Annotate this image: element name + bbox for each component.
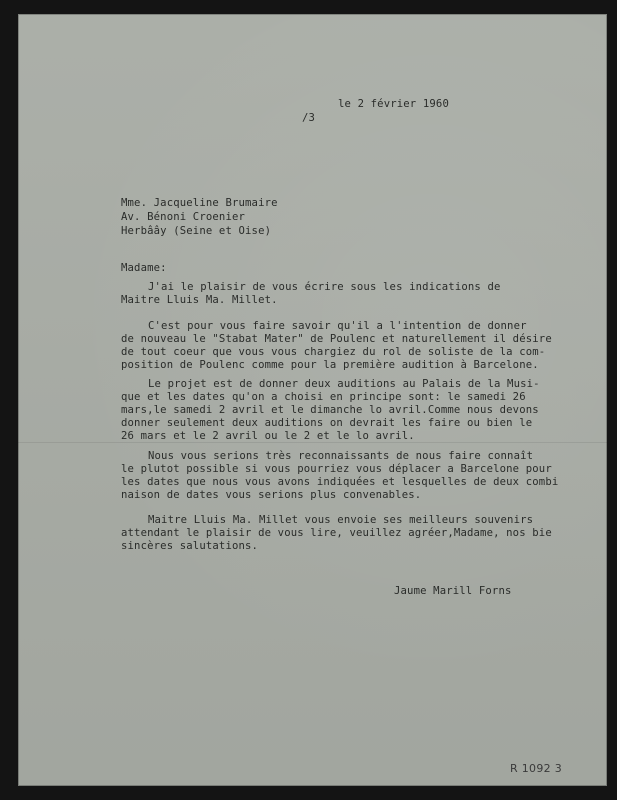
recipient-line: Herbâây (Seine et Oise) [121, 225, 272, 237]
paragraph-2 [121, 320, 552, 372]
paragraph-line: de tout coeur que vous vous chargiez du rol de soliste de la com- [121, 346, 546, 358]
recipient-line: Mme. Jacqueline Brumaire [121, 197, 278, 209]
paragraph-line: Maitre Lluis Ma. Millet. [121, 294, 278, 306]
archive-reference: R 1092 3 [510, 762, 563, 775]
paragraph-3 [121, 378, 540, 443]
paragraph-1 [121, 281, 501, 307]
paragraph-line: naison de dates vous serions plus convenables. [121, 489, 422, 501]
paragraph-5 [121, 514, 552, 553]
paragraph-line: mars,le samedi 2 avril et le dimanche lo avril.Comme nous devons [121, 404, 539, 416]
paragraph-line: Maitre Lluis Ma. Millet vous envoie ses meilleurs souvenirs [148, 514, 534, 526]
salutation: Madame: [121, 262, 167, 274]
paragraph-line: Nous vous serions très reconnaissants de nous faire connaît [148, 450, 534, 462]
paragraph-line: le plutot possible si vous pourriez vous déplacer a Barcelone pour [121, 463, 552, 475]
paragraph-line: position de Poulenc comme pour la première audition à Barcelone. [121, 359, 539, 371]
paragraph-4 [121, 450, 558, 502]
letter-date: le 2 février 1960 [338, 98, 449, 110]
paragraph-line: Le projet est de donner deux auditions au Palais de la Musi- [148, 378, 540, 390]
paragraph-line: donner seulement deux auditions on devrait les faire ou bien le [121, 417, 533, 429]
recipient-block [121, 196, 278, 238]
paragraph-line: J'ai le plaisir de vous écrire sous les indications de [148, 281, 501, 293]
paragraph-line: C'est pour vous faire savoir qu'il a l'intention de donner [148, 320, 527, 332]
paragraph-line: 26 mars et le 2 avril ou le 2 et le lo avril. [121, 430, 415, 442]
paragraph-line: que et les dates qu'on a choisi en principe sont: le samedi 26 [121, 391, 526, 403]
page-mark: /3 [302, 112, 316, 124]
signature: Jaume Marill Forns [394, 585, 512, 597]
recipient-line: Av. Bénoni Croenier [121, 211, 246, 223]
paragraph-line: les dates que nous vous avons indiquées et lesquelles de deux combi [121, 476, 559, 488]
paragraph-line: attendant le plaisir de vous lire, veuillez agréer,Madame, nos bie [121, 527, 552, 539]
paragraph-line: de nouveau le "Stabat Mater" de Poulenc et naturellement il désire [121, 333, 552, 345]
paragraph-line: sincères salutations. [121, 540, 259, 552]
